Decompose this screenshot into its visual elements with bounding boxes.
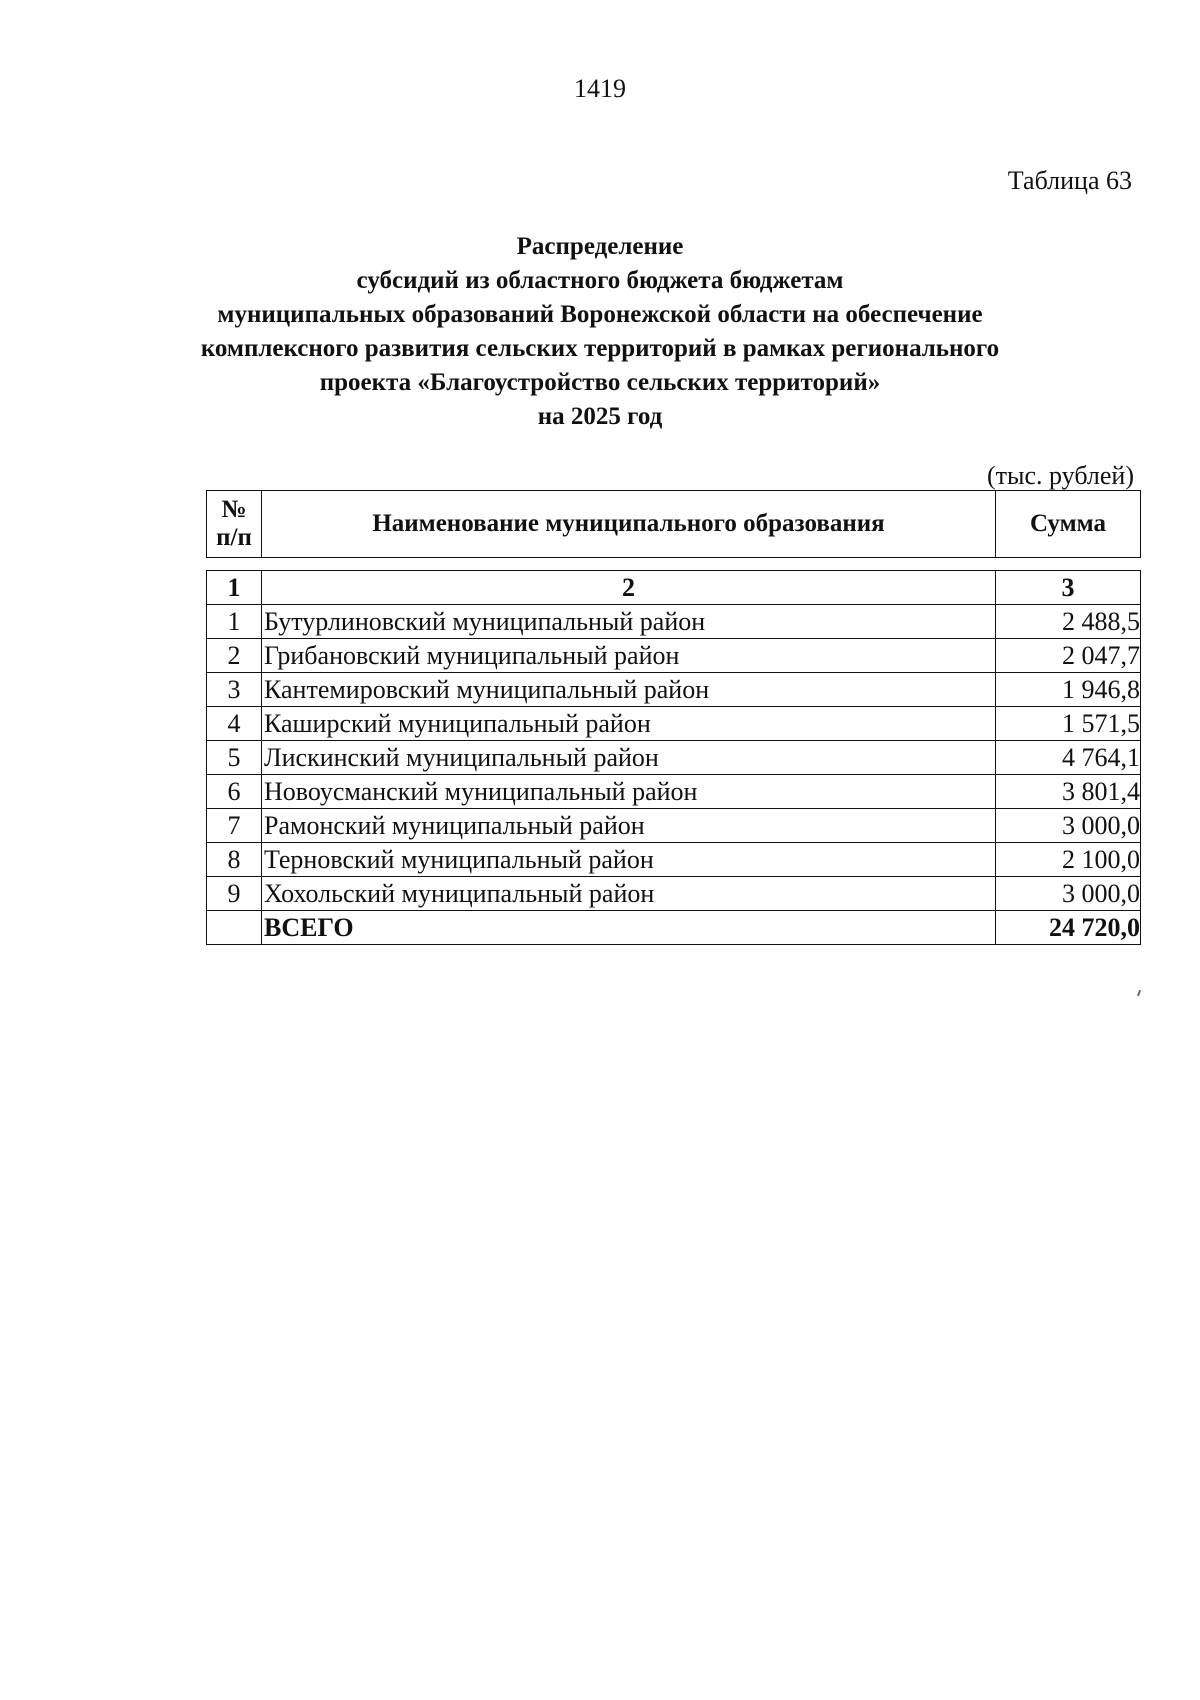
row-sum: 2 488,5 (996, 605, 1141, 639)
row-sum: 1 571,5 (996, 707, 1141, 741)
header-name: Наименование муниципального образования (262, 491, 996, 558)
row-name: Лискинский муниципальный район (262, 741, 996, 775)
subsidy-table (206, 570, 1141, 945)
page-number: 1419 (574, 74, 626, 103)
title-line: проекта «Благоустройство сельских территорий» (319, 369, 881, 396)
row-name: Хохольский муниципальный район (262, 877, 996, 911)
table-row (207, 843, 1141, 877)
table-row (207, 639, 1141, 673)
table-row (207, 741, 1141, 775)
row-number: 1 (207, 605, 262, 639)
table-row (207, 605, 1141, 639)
document-title (0, 230, 1200, 434)
total-row (207, 911, 1141, 945)
column-number: 1 (207, 571, 262, 605)
row-name: Новоусманский муниципальный район (262, 775, 996, 809)
row-number: 4 (207, 707, 262, 741)
row-number: 3 (207, 673, 262, 707)
row-name: Бутурлиновский муниципальный район (262, 605, 996, 639)
title-line: на 2025 год (537, 403, 663, 430)
scan-mark (1137, 990, 1141, 996)
row-sum: 3 000,0 (996, 809, 1141, 843)
table-row (207, 707, 1141, 741)
title-line: комплексного развития сельских территорий в рамках регионального (200, 335, 1000, 362)
row-number: 8 (207, 843, 262, 877)
row-name: Каширский муниципальный район (262, 707, 996, 741)
row-number: 9 (207, 877, 262, 911)
table-row (207, 809, 1141, 843)
row-number: 6 (207, 775, 262, 809)
table-row (207, 775, 1141, 809)
row-sum: 4 764,1 (996, 741, 1141, 775)
column-number: 3 (996, 571, 1141, 605)
title-line: муниципальных образований Воронежской области на обеспечение (217, 301, 983, 328)
row-number: 5 (207, 741, 262, 775)
row-sum: 2 047,7 (996, 639, 1141, 673)
row-name: Рамонский муниципальный район (262, 809, 996, 843)
title-line: субсидий из областного бюджета бюджетам (356, 267, 844, 294)
header-sum: Сумма (996, 491, 1141, 558)
row-sum: 2 100,0 (996, 843, 1141, 877)
title-line: Распределение (516, 233, 684, 260)
row-name: Грибановский муниципальный район (262, 639, 996, 673)
column-number: 2 (262, 571, 996, 605)
row-number: 7 (207, 809, 262, 843)
units-label: (тыс. рублей) (986, 461, 1134, 490)
table-row (207, 877, 1141, 911)
row-sum: 1 946,8 (996, 673, 1141, 707)
column-number-row (207, 571, 1141, 605)
row-name: Кантемировский муниципальный район (262, 673, 996, 707)
header-number (207, 491, 262, 558)
total-sum: 24 720,0 (996, 911, 1141, 945)
row-name: Терновский муниципальный район (262, 843, 996, 877)
table-label: Таблица 63 (1007, 166, 1132, 195)
row-number: 2 (207, 639, 262, 673)
header-number-line2: п/п (216, 524, 252, 551)
table-row (207, 673, 1141, 707)
header-number-line1: № (221, 496, 247, 523)
row-sum: 3 801,4 (996, 775, 1141, 809)
total-number (207, 911, 262, 945)
total-label: ВСЕГО (262, 911, 996, 945)
table-header (206, 490, 1141, 558)
row-sum: 3 000,0 (996, 877, 1141, 911)
